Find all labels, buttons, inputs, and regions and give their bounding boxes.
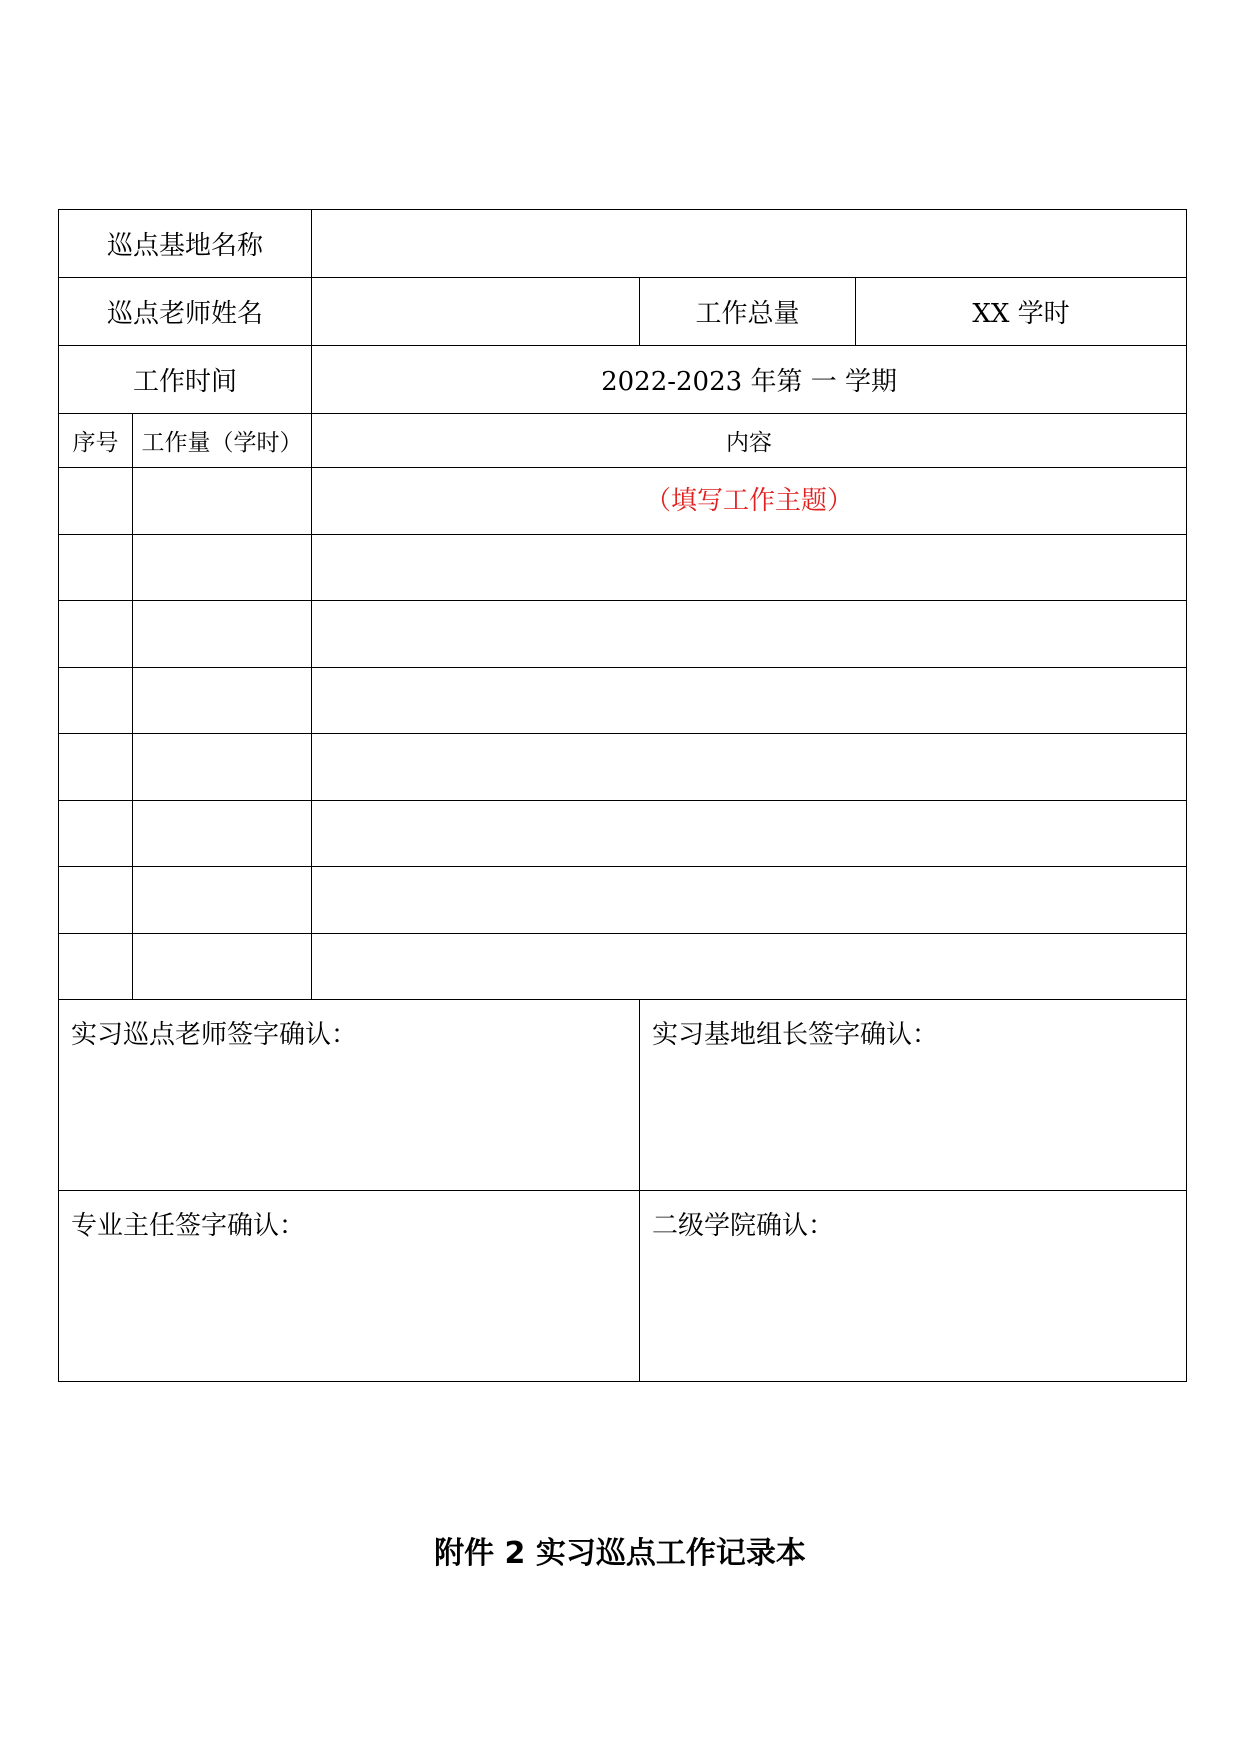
row-seq-cell[interactable] (59, 800, 133, 867)
column-header-row (59, 414, 1187, 468)
column-header-seq: 序号 (59, 414, 133, 468)
patrol-record-form (58, 209, 1187, 1382)
row-hours-cell[interactable] (133, 667, 312, 734)
group-leader-signature-field[interactable]: 实习基地组长签字确认： (640, 1000, 1187, 1191)
document-title: 附件 2 实习巡点工作记录本 (434, 1536, 806, 1571)
signature-row-1 (59, 1000, 1187, 1191)
row-hours-cell[interactable] (133, 601, 312, 668)
row-content-cell[interactable] (312, 800, 1187, 867)
work-time-label: 工作时间 (59, 346, 312, 414)
row-seq-cell[interactable] (59, 601, 133, 668)
row-content-cell[interactable] (312, 667, 1187, 734)
row-seq-cell[interactable] (59, 667, 133, 734)
row-seq-cell[interactable] (59, 468, 133, 535)
row-seq-cell[interactable] (59, 867, 133, 934)
row-hours-cell[interactable] (133, 468, 312, 535)
work-time-value[interactable]: 2022-2023 年第 一 学期 (312, 346, 1187, 414)
table-row (59, 601, 1187, 668)
table-row (59, 667, 1187, 734)
row-hours-cell[interactable] (133, 734, 312, 801)
base-name-label: 巡点基地名称 (59, 210, 312, 278)
teacher-name-label: 巡点老师姓名 (59, 278, 312, 346)
table-row (59, 534, 1187, 601)
row-seq-cell[interactable] (59, 734, 133, 801)
column-header-content: 内容 (312, 414, 1187, 468)
row-hours-cell[interactable] (133, 933, 312, 1000)
row-content-cell[interactable] (312, 933, 1187, 1000)
row-teacher-name (59, 278, 1187, 346)
row-hours-cell[interactable] (133, 867, 312, 934)
column-header-hours: 工作量（学时） (133, 414, 312, 468)
row-base-name (59, 210, 1187, 278)
teacher-signature-field[interactable]: 实习巡点老师签字确认： (59, 1000, 640, 1191)
table-row (59, 800, 1187, 867)
teacher-name-field[interactable] (312, 278, 640, 346)
row-seq-cell[interactable] (59, 534, 133, 601)
total-workload-label: 工作总量 (640, 278, 856, 346)
college-confirmation-field[interactable]: 二级学院确认： (640, 1191, 1187, 1382)
row-content-cell[interactable] (312, 601, 1187, 668)
director-signature-field[interactable]: 专业主任签字确认： (59, 1191, 640, 1382)
row-seq-cell[interactable] (59, 933, 133, 1000)
table-row (59, 867, 1187, 934)
table-row (59, 933, 1187, 1000)
total-workload-value[interactable]: XX 学时 (856, 278, 1187, 346)
table-row (59, 734, 1187, 801)
signature-row-2 (59, 1191, 1187, 1382)
row-work-time (59, 346, 1187, 414)
row-content-cell[interactable]: （填写工作主题） (312, 468, 1187, 535)
row-hours-cell[interactable] (133, 800, 312, 867)
row-hours-cell[interactable] (133, 534, 312, 601)
table-row (59, 468, 1187, 535)
row-content-cell[interactable] (312, 734, 1187, 801)
row-content-cell[interactable] (312, 534, 1187, 601)
row-content-cell[interactable] (312, 867, 1187, 934)
base-name-field[interactable] (312, 210, 1187, 278)
